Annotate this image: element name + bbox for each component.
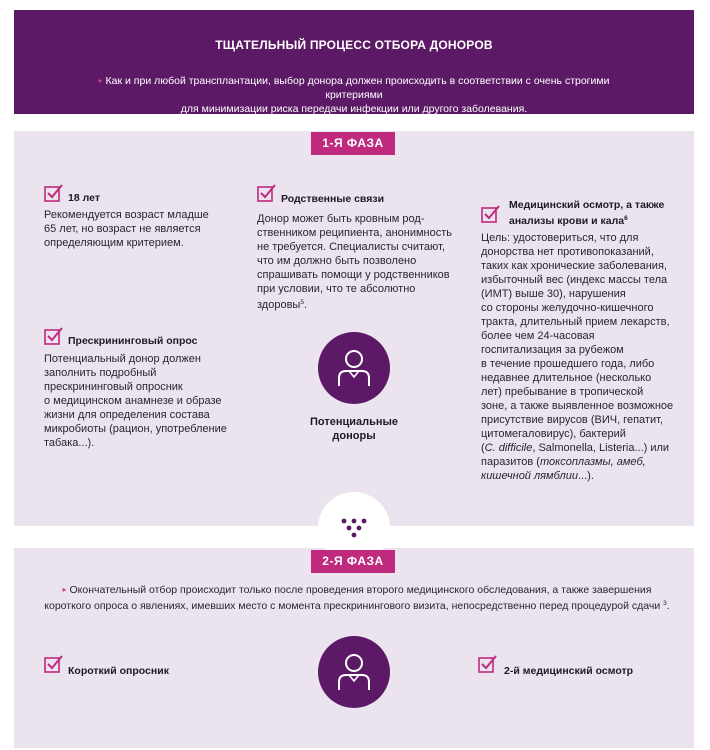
page-title: ТЩАТЕЛЬНЫЙ ПРОЦЕСС ОТБОРА ДОНОРОВ bbox=[215, 38, 493, 52]
checkbox-check-icon bbox=[44, 655, 64, 673]
prescreen-description: Потенциальный донор должен заполнить подробный прескрининговый опросник о медицинском анамнезе и образе жизни для определения состава микробиоты (рацион, употребление табака...). bbox=[44, 353, 227, 449]
checkbox-check-icon bbox=[481, 205, 501, 223]
donor-label: Потенциальные доноры bbox=[309, 416, 399, 442]
bullet-marker-icon: ▸ bbox=[98, 76, 103, 85]
checkbox-check-icon bbox=[44, 184, 64, 202]
second-exam-label: 2-й медицинский осмотр bbox=[504, 665, 634, 677]
phase1-badge: 1-Я ФАЗА bbox=[311, 132, 395, 155]
header-banner bbox=[14, 10, 694, 114]
medical-exam-label: Медицинский осмотр, а также анализы крови и кала$^6$ bbox=[509, 199, 665, 227]
phase2-badge: 2-Я ФАЗА bbox=[311, 550, 395, 573]
checkbox-check-icon bbox=[44, 327, 64, 345]
short-questionnaire-label: Короткий опросник bbox=[68, 665, 169, 677]
age-description: Рекомендуется возраст младше 65 лет, но возраст не является определяющим критерием. bbox=[44, 209, 209, 249]
person-icon bbox=[336, 652, 372, 692]
header-intro: ▸ Как и при любой трансплантации, выбор донора должен происходить в соответствии с очень строгими критериями для минимизации риска передачи инфекции или другого заболевания. bbox=[98, 75, 610, 115]
medical-exam-description: Цель: удостовериться, что для донорства нет противопоказаний, таких как хронические заболевания, избыточный вес (индекс массы тела (ИМТ) выше 30), нарушения со стороны желудочно-кишечного тракта, длительный прием лекарств, более чем 24-часовая госпитализация за рубежом в течение прошедшего года, либо недавнее длительное (несколько лет) пребывание в тропической зоне, а также выявленное возможное присутствие вирусов (ВИЧ, гепатит, цитомегаловирус), бактерий (C. difficile, Salmonella, Listeria...) или паразитов (токсоплазмы, амеб, кишечной лямблии...). bbox=[481, 232, 674, 482]
checkbox-check-icon bbox=[478, 655, 498, 673]
prescreen-label: Прескрининговый опрос bbox=[68, 335, 198, 347]
relation-label: Родственные связи bbox=[281, 193, 385, 205]
donor-circle-phase2 bbox=[318, 636, 390, 708]
dots-arrow-icon bbox=[340, 518, 368, 538]
person-icon bbox=[336, 348, 372, 388]
age-label: 18 лет bbox=[68, 192, 100, 204]
phase2-description: ▸ Окончательный отбор происходит только после проведения второго медицинского обследования, а также завершения короткого опроса о явлениях, имевших место с момента прескринингового визита, непосредственно перед процедурой сдачи $^3$. bbox=[44, 584, 670, 612]
relation-description: Донор может быть кровным род- ственником реципиента, анонимность не требуется. Специалисты считают, что им должно быть позволено спрашивать помощи у родственников при условии, что те абсолютно здоровы$^5$. bbox=[257, 213, 453, 311]
donor-circle bbox=[318, 332, 390, 404]
bullet-marker-icon: ▸ bbox=[62, 585, 67, 594]
checkbox-check-icon bbox=[257, 184, 277, 202]
